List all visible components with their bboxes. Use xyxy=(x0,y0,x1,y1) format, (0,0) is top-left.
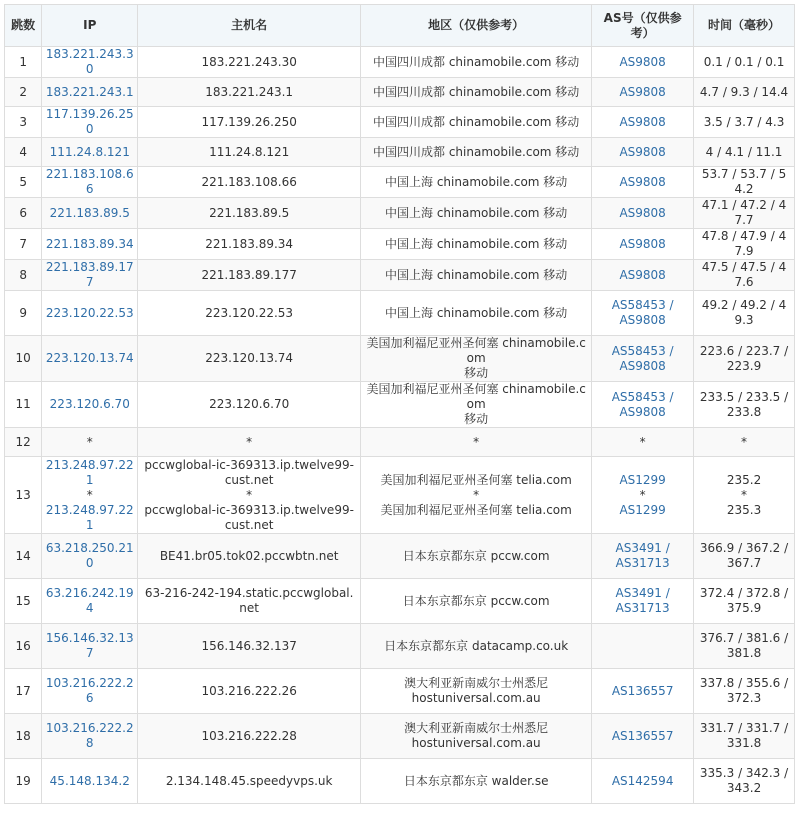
hop-cell: 6 xyxy=(5,198,42,229)
table-row xyxy=(5,336,795,382)
hop-cell: 19 xyxy=(5,759,42,804)
as-link[interactable]: AS58453 / xyxy=(611,389,674,404)
table-row xyxy=(5,579,795,624)
location-cell xyxy=(361,78,592,107)
ip-cell xyxy=(42,78,138,107)
loc-text: 移动 xyxy=(464,366,489,380)
loc-text: * xyxy=(473,434,480,449)
loc-text: 中国四川成都 chinamobile.com 移动 xyxy=(373,114,580,129)
location-cell xyxy=(361,260,592,291)
host-text: 221.183.89.34 xyxy=(205,236,294,251)
loc-text: 美国加利福尼亚州圣何塞 chinamobile.com xyxy=(366,336,586,365)
header-hop: 跳数 xyxy=(5,5,42,47)
as-cell xyxy=(592,138,694,167)
table-body xyxy=(5,47,795,804)
hostname-cell xyxy=(138,714,361,759)
ip-cell xyxy=(42,229,138,260)
time-text: 343.2 xyxy=(726,781,762,795)
time-text: 233.8 xyxy=(726,404,762,419)
location-cell xyxy=(361,229,592,260)
time-cell xyxy=(694,714,795,759)
as-link[interactable]: AS136557 xyxy=(611,683,674,698)
ip-link[interactable]: 103.216.222.26 xyxy=(45,676,134,705)
ip-link[interactable]: 183.221.243.1 xyxy=(45,84,134,99)
time-cell xyxy=(694,336,795,382)
as-link[interactable]: AS136557 xyxy=(611,728,674,743)
host-text: 183.221.243.30 xyxy=(201,54,297,69)
table-row xyxy=(5,759,795,804)
hostname-cell xyxy=(138,78,361,107)
as-cell xyxy=(592,457,694,534)
ip-cell xyxy=(42,624,138,669)
host-text: cust.net xyxy=(224,472,274,487)
host-text: pccwglobal-ic-369313.ip.twelve99- xyxy=(144,457,354,472)
loc-text: 中国上海 chinamobile.com 移动 xyxy=(385,174,568,189)
time-text: 47.1 / 47.2 / 47.7 xyxy=(701,198,787,227)
location-cell xyxy=(361,428,592,457)
table-row xyxy=(5,428,795,457)
host-text: 221.183.108.66 xyxy=(201,174,297,189)
header-hostname: 主机名 xyxy=(138,5,361,47)
time-text: * xyxy=(741,487,748,502)
as-cell xyxy=(592,291,694,336)
time-text: 331.7 / 331.7 / xyxy=(699,721,789,735)
hop-cell: 1 xyxy=(5,47,42,78)
as-cell xyxy=(592,714,694,759)
ip-text: * xyxy=(86,487,93,502)
as-link[interactable]: AS3491 / xyxy=(615,541,670,555)
hop-cell: 17 xyxy=(5,669,42,714)
time-text: 376.7 / 381.6 / xyxy=(699,631,789,645)
table-row xyxy=(5,198,795,229)
hop-cell: 14 xyxy=(5,534,42,579)
time-cell xyxy=(694,47,795,78)
ip-cell xyxy=(42,138,138,167)
location-cell xyxy=(361,47,592,78)
hostname-cell xyxy=(138,138,361,167)
time-text: * xyxy=(741,434,748,449)
loc-text: 中国四川成都 chinamobile.com 移动 xyxy=(373,84,580,99)
table-row xyxy=(5,457,795,534)
as-cell xyxy=(592,78,694,107)
ip-cell xyxy=(42,579,138,624)
time-text: 235.3 xyxy=(726,502,762,517)
location-cell xyxy=(361,624,592,669)
time-cell xyxy=(694,669,795,714)
location-cell xyxy=(361,759,592,804)
ip-cell xyxy=(42,714,138,759)
as-link[interactable]: AS1299 xyxy=(619,502,666,517)
time-text: 372.3 xyxy=(726,691,762,705)
table-row xyxy=(5,714,795,759)
ip-cell xyxy=(42,382,138,428)
traceroute-table xyxy=(4,4,795,804)
as-cell xyxy=(592,428,694,457)
as-link[interactable]: AS58453 / xyxy=(611,343,674,358)
loc-text: 澳大利亚新南威尔士州悉尼 xyxy=(404,676,549,690)
table-row xyxy=(5,291,795,336)
ip-cell xyxy=(42,759,138,804)
ip-text: * xyxy=(86,434,93,449)
loc-text: 澳大利亚新南威尔士州悉尼 xyxy=(404,721,549,735)
time-text: 372.4 / 372.8 / xyxy=(699,586,789,600)
as-link[interactable]: AS9808 xyxy=(619,84,666,99)
table-row xyxy=(5,78,795,107)
host-text: 103.216.222.28 xyxy=(201,728,297,743)
header-row xyxy=(5,5,795,47)
host-text: 2.134.148.45.speedyvps.uk xyxy=(165,773,333,788)
host-text: cust.net xyxy=(224,517,274,532)
location-cell xyxy=(361,382,592,428)
time-cell xyxy=(694,107,795,138)
as-link[interactable]: AS9808 xyxy=(619,174,666,189)
loc-text: 日本东京都东京 datacamp.co.uk xyxy=(384,638,569,653)
table-row xyxy=(5,624,795,669)
time-cell xyxy=(694,138,795,167)
hostname-cell xyxy=(138,107,361,138)
as-link[interactable]: AS9808 xyxy=(619,267,666,282)
loc-text: 美国加利福尼亚州圣何塞 telia.com xyxy=(380,472,572,487)
as-link[interactable]: AS31713 xyxy=(615,601,670,615)
host-text: 111.24.8.121 xyxy=(209,144,290,159)
ip-link[interactable]: 221.183.89.177 xyxy=(45,260,134,289)
ip-link[interactable]: 156.146.32.137 xyxy=(45,631,134,660)
host-text: 223.120.22.53 xyxy=(205,305,294,320)
as-link[interactable]: AS31713 xyxy=(615,556,670,570)
loc-text: * xyxy=(473,487,480,502)
time-cell xyxy=(694,291,795,336)
ip-link[interactable]: 221.183.89.34 xyxy=(45,236,134,251)
table-row xyxy=(5,167,795,198)
hop-cell: 18 xyxy=(5,714,42,759)
time-cell xyxy=(694,428,795,457)
host-text: 221.183.89.5 xyxy=(209,205,290,220)
ip-cell xyxy=(42,336,138,382)
time-text: 367.7 xyxy=(726,556,762,570)
time-cell xyxy=(694,260,795,291)
as-text: * xyxy=(639,434,646,449)
hop-cell: 2 xyxy=(5,78,42,107)
as-link[interactable]: AS9808 xyxy=(619,144,666,159)
as-cell xyxy=(592,759,694,804)
time-cell xyxy=(694,624,795,669)
as-cell xyxy=(592,669,694,714)
time-text: 3.5 / 3.7 / 4.3 xyxy=(703,114,785,129)
ip-link[interactable]: 45.148.134.2 xyxy=(49,773,130,788)
header-time: 时间（毫秒） xyxy=(694,5,795,47)
location-cell xyxy=(361,457,592,534)
as-cell xyxy=(592,260,694,291)
ip-link[interactable]: 221.183.108.66 xyxy=(45,167,134,196)
as-link[interactable]: AS3491 / xyxy=(615,586,670,600)
hostname-cell xyxy=(138,428,361,457)
as-cell xyxy=(592,579,694,624)
loc-text: 中国上海 chinamobile.com 移动 xyxy=(385,236,568,251)
hostname-cell xyxy=(138,336,361,382)
hop-cell: 8 xyxy=(5,260,42,291)
ip-link[interactable]: 183.221.243.30 xyxy=(45,47,134,76)
hop-cell: 5 xyxy=(5,167,42,198)
hostname-cell xyxy=(138,167,361,198)
ip-cell xyxy=(42,198,138,229)
time-text: 0.1 / 0.1 / 0.1 xyxy=(703,54,785,69)
loc-text: 日本东京都东京 pccw.com xyxy=(402,593,550,608)
loc-text: 中国上海 chinamobile.com 移动 xyxy=(385,205,568,220)
hop-cell: 10 xyxy=(5,336,42,382)
time-cell xyxy=(694,167,795,198)
as-link[interactable]: AS9808 xyxy=(619,114,666,129)
ip-cell xyxy=(42,167,138,198)
ip-cell xyxy=(42,260,138,291)
table-header xyxy=(5,5,795,47)
time-text: 47.8 / 47.9 / 47.9 xyxy=(701,229,787,258)
loc-text: 中国上海 chinamobile.com 移动 xyxy=(385,267,568,282)
location-cell xyxy=(361,534,592,579)
ip-link[interactable]: 223.120.6.70 xyxy=(49,397,130,411)
location-cell xyxy=(361,167,592,198)
hostname-cell xyxy=(138,457,361,534)
as-cell xyxy=(592,382,694,428)
hop-cell: 13 xyxy=(5,457,42,534)
hop-cell: 15 xyxy=(5,579,42,624)
hostname-cell xyxy=(138,291,361,336)
ip-link[interactable]: 213.248.97.221 xyxy=(45,457,134,487)
ip-cell xyxy=(42,291,138,336)
loc-text: 日本东京都东京 pccw.com xyxy=(402,548,550,563)
hostname-cell xyxy=(138,260,361,291)
table-row xyxy=(5,669,795,714)
hostname-cell xyxy=(138,47,361,78)
hop-cell: 3 xyxy=(5,107,42,138)
ip-cell xyxy=(42,428,138,457)
as-link[interactable]: AS142594 xyxy=(611,773,674,788)
time-cell xyxy=(694,579,795,624)
hostname-cell xyxy=(138,624,361,669)
as-cell xyxy=(592,336,694,382)
host-text: 156.146.32.137 xyxy=(201,638,297,653)
table-row xyxy=(5,107,795,138)
time-text: 235.2 xyxy=(726,472,762,487)
hop-cell: 11 xyxy=(5,382,42,428)
time-cell xyxy=(694,229,795,260)
ip-cell xyxy=(42,47,138,78)
ip-link[interactable]: 223.120.13.74 xyxy=(45,351,134,365)
hostname-cell xyxy=(138,382,361,428)
location-cell xyxy=(361,107,592,138)
ip-link[interactable]: 103.216.222.28 xyxy=(45,721,134,750)
as-cell xyxy=(592,167,694,198)
host-text: * xyxy=(246,487,253,502)
ip-link[interactable]: 223.120.22.53 xyxy=(45,305,134,320)
host-text: * xyxy=(246,434,253,449)
table-row xyxy=(5,260,795,291)
as-link[interactable]: AS9808 xyxy=(619,313,666,327)
time-cell xyxy=(694,198,795,229)
as-cell xyxy=(592,624,694,669)
time-cell xyxy=(694,382,795,428)
host-text: 223.120.13.74 xyxy=(205,351,294,365)
host-text: 117.139.26.250 xyxy=(201,114,297,129)
as-text: * xyxy=(639,487,646,502)
time-text: 381.8 xyxy=(726,646,762,660)
hostname-cell xyxy=(138,669,361,714)
as-cell xyxy=(592,229,694,260)
hostname-cell xyxy=(138,759,361,804)
as-link[interactable]: AS9808 xyxy=(619,358,666,373)
header-location: 地区（仅供参考） xyxy=(361,5,592,47)
host-text: BE41.br05.tok02.pccwbtn.net xyxy=(159,548,339,563)
time-cell xyxy=(694,534,795,579)
time-text: 366.9 / 367.2 / xyxy=(699,541,789,555)
hostname-cell xyxy=(138,198,361,229)
loc-text: 中国上海 chinamobile.com 移动 xyxy=(385,305,568,320)
location-cell xyxy=(361,291,592,336)
time-text: 4.7 / 9.3 / 14.4 xyxy=(699,84,789,99)
ip-link[interactable]: 111.24.8.121 xyxy=(49,144,130,159)
hop-cell: 7 xyxy=(5,229,42,260)
loc-text: 中国四川成都 chinamobile.com 移动 xyxy=(373,144,580,159)
time-cell xyxy=(694,759,795,804)
time-cell xyxy=(694,457,795,534)
time-text: 331.8 xyxy=(726,736,762,750)
location-cell xyxy=(361,336,592,382)
ip-link[interactable]: 117.139.26.250 xyxy=(45,107,134,136)
ip-cell xyxy=(42,107,138,138)
hop-cell: 16 xyxy=(5,624,42,669)
as-cell xyxy=(592,107,694,138)
as-link[interactable]: AS9808 xyxy=(619,54,666,69)
time-text: 233.5 / 233.5 / xyxy=(699,389,789,404)
host-text: 223.120.6.70 xyxy=(209,397,290,411)
time-text: 375.9 xyxy=(726,601,762,615)
header-as: AS号（仅供参考） xyxy=(592,5,694,47)
location-cell xyxy=(361,714,592,759)
loc-text: 美国加利福尼亚州圣何塞 chinamobile.com xyxy=(366,382,586,411)
ip-cell xyxy=(42,534,138,579)
location-cell xyxy=(361,138,592,167)
table-row xyxy=(5,138,795,167)
host-text: pccwglobal-ic-369313.ip.twelve99- xyxy=(144,502,354,517)
ip-link[interactable]: 63.218.250.210 xyxy=(45,541,134,570)
header-ip: IP xyxy=(42,5,138,47)
as-link[interactable]: AS9808 xyxy=(619,404,666,419)
host-text: 103.216.222.26 xyxy=(201,683,297,698)
time-text: 53.7 / 53.7 / 54.2 xyxy=(701,167,787,196)
location-cell xyxy=(361,198,592,229)
as-cell xyxy=(592,534,694,579)
loc-text: 中国四川成都 chinamobile.com 移动 xyxy=(373,54,580,69)
ip-link[interactable]: 213.248.97.221 xyxy=(45,502,134,532)
loc-text: 日本东京都东京 walder.se xyxy=(403,773,549,788)
as-link[interactable]: AS1299 xyxy=(619,472,666,487)
time-text: 223.6 / 223.7 / xyxy=(699,343,789,358)
hostname-cell xyxy=(138,579,361,624)
location-cell xyxy=(361,669,592,714)
loc-text: hostuniversal.com.au xyxy=(411,736,541,750)
time-cell xyxy=(694,78,795,107)
hop-cell: 12 xyxy=(5,428,42,457)
as-cell xyxy=(592,198,694,229)
time-text: 49.2 / 49.2 / 49.3 xyxy=(701,298,787,327)
time-text: 4 / 4.1 / 11.1 xyxy=(705,144,783,159)
as-link[interactable]: AS9808 xyxy=(619,205,666,220)
loc-text: 移动 xyxy=(464,412,489,426)
time-text: 335.3 / 342.3 / xyxy=(699,766,789,780)
time-text: 47.5 / 47.5 / 47.6 xyxy=(701,260,787,289)
hop-cell: 4 xyxy=(5,138,42,167)
time-text: 223.9 xyxy=(726,358,762,373)
host-text: 63-216-242-194.static.pccwglobal.net xyxy=(144,586,354,615)
table-row xyxy=(5,47,795,78)
as-link[interactable]: AS58453 / xyxy=(611,298,674,312)
ip-cell xyxy=(42,457,138,534)
loc-text: 美国加利福尼亚州圣何塞 telia.com xyxy=(380,502,572,517)
host-text: 221.183.89.177 xyxy=(201,267,297,282)
ip-link[interactable]: 221.183.89.5 xyxy=(49,205,130,220)
as-link[interactable]: AS9808 xyxy=(619,236,666,251)
hostname-cell xyxy=(138,229,361,260)
hop-cell: 9 xyxy=(5,291,42,336)
host-text: 183.221.243.1 xyxy=(205,84,294,99)
ip-cell xyxy=(42,669,138,714)
time-text: 337.8 / 355.6 / xyxy=(699,676,789,690)
loc-text: hostuniversal.com.au xyxy=(411,691,541,705)
hostname-cell xyxy=(138,534,361,579)
table-row xyxy=(5,229,795,260)
table-row xyxy=(5,534,795,579)
location-cell xyxy=(361,579,592,624)
table-row xyxy=(5,382,795,428)
ip-link[interactable]: 63.216.242.194 xyxy=(45,586,134,615)
as-cell xyxy=(592,47,694,78)
